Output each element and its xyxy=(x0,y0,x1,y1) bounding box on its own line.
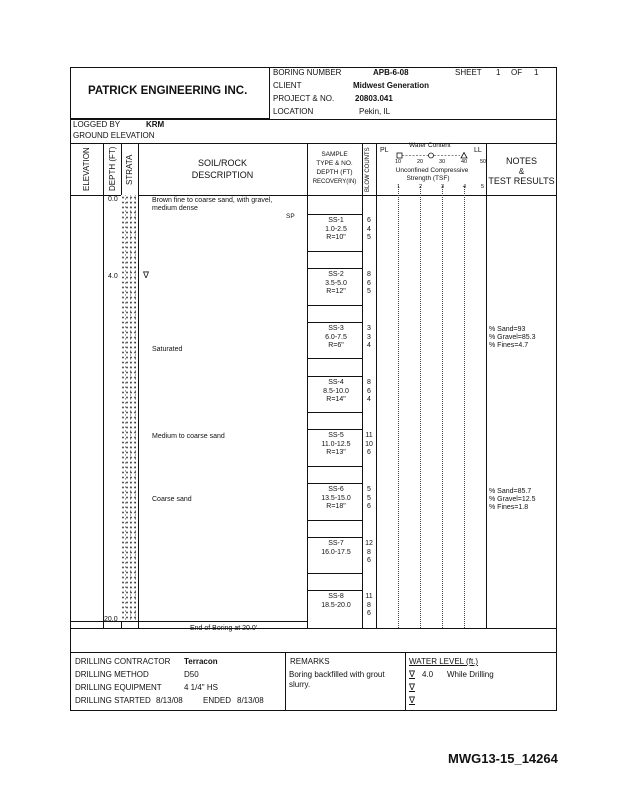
depth-water: 4.0 xyxy=(108,273,118,280)
ended-value: 8/13/08 xyxy=(237,696,264,705)
logged-by-label: LOGGED BY xyxy=(73,120,121,129)
blows-ss8: 11 8 6 xyxy=(365,593,373,617)
description-3: Medium to coarse sand xyxy=(152,433,225,440)
sample-divider xyxy=(307,483,362,484)
column-header-top xyxy=(70,143,557,144)
water-level-icon: ∇ xyxy=(409,682,416,692)
body-bottom xyxy=(70,628,557,629)
document-id: MWG13-15_14264 xyxy=(448,751,558,766)
water-level-value: 4.0 xyxy=(422,670,434,679)
col-line-desc xyxy=(307,143,308,628)
blows-ss2: 8 6 5 xyxy=(367,271,371,295)
chart-grid-1 xyxy=(398,186,399,628)
sample-divider xyxy=(307,520,362,521)
sample-divider xyxy=(307,590,362,591)
col-blow-counts: BLOW COUNTS xyxy=(365,147,371,192)
col-test-results: TEST RESULTS xyxy=(488,176,555,186)
soil-symbol: SP xyxy=(286,213,295,220)
ucs-tick-2: 2 xyxy=(419,184,423,190)
started-value: 8/13/08 xyxy=(156,696,183,705)
footer-divider-2 xyxy=(405,652,406,711)
ground-elevation-label: GROUND ELEVATION xyxy=(73,131,155,140)
water-level-icon: ∇ xyxy=(409,669,416,679)
col-ucs-2: Strength (TSF) xyxy=(406,175,450,182)
sheet-current: 1 xyxy=(496,68,501,77)
col-amp: & xyxy=(518,167,525,176)
sheet-total: 1 xyxy=(534,68,539,77)
sample-ss3: SS-3 6.0-7.5 R=6" xyxy=(325,325,347,349)
col-sample-2: TYPE & NO. xyxy=(316,160,353,167)
water-level-label: WATER LEVEL (ft.) xyxy=(409,657,479,666)
method-value: D50 xyxy=(184,670,199,679)
boring-number: APB-6-08 xyxy=(373,68,409,77)
sample-ss4: SS-4 8.5-10.0 R=14" xyxy=(323,379,349,403)
ucs-tick-4: 4 xyxy=(463,184,467,190)
client-label: CLIENT xyxy=(273,81,302,90)
remarks-line2: slurry. xyxy=(289,680,311,689)
end-of-boring: End of Boring at 20.0' xyxy=(190,625,258,632)
col-notes: NOTES xyxy=(505,156,537,166)
note-ss3: % Sand=93 % Gravel=85.3 % Fines=4.7 xyxy=(489,326,536,349)
depth-bottom: 20.0 xyxy=(104,616,118,623)
water-table-icon: ∇ xyxy=(143,270,150,280)
col-elevation: ELEVATION xyxy=(82,147,91,191)
note-ss6: % Sand=85.7 % Gravel=12.5 % Fines=1.8 xyxy=(489,488,536,511)
chart-grid-2 xyxy=(420,186,421,628)
wc-tick-40: 40 xyxy=(461,159,468,165)
wc-tick-30: 30 xyxy=(439,159,446,165)
col-line-chart xyxy=(486,143,487,628)
sample-ss6: SS-6 13.5-15.0 R=18" xyxy=(321,486,351,510)
column-header-bottom xyxy=(70,195,557,196)
col-sample-4: RECOVERY(IN) xyxy=(312,179,357,185)
project-number: 20803.041 xyxy=(355,94,393,103)
blows-ss3: 3 3 4 xyxy=(367,325,371,349)
company-name: PATRICK ENGINEERING INC. xyxy=(88,85,248,97)
col-pl: PL xyxy=(380,147,389,154)
blows-ss6: 5 5 6 xyxy=(367,486,371,510)
equipment-label: DRILLING EQUIPMENT xyxy=(75,683,162,692)
col-depth: DEPTH (FT) xyxy=(108,146,117,191)
sample-divider xyxy=(307,251,362,252)
blows-ss1: 6 4 5 xyxy=(367,217,371,241)
logged-by-value: KRM xyxy=(146,120,165,129)
col-ucs-1: Unconfined Compressive xyxy=(395,167,469,174)
blows-ss7: 12 8 6 xyxy=(365,540,373,564)
col-line-sample xyxy=(362,143,363,628)
ended-label: ENDED xyxy=(203,696,232,705)
col-sample-1: SAMPLE xyxy=(321,151,348,158)
footer-top xyxy=(70,652,557,653)
sample-divider xyxy=(307,466,362,467)
sample-divider xyxy=(307,412,362,413)
col-line-blows xyxy=(376,143,377,628)
strata-column xyxy=(121,195,138,621)
chart-grid-3 xyxy=(442,186,443,628)
wc-tick-20: 20 xyxy=(417,159,424,165)
contractor-label: DRILLING CONTRACTOR xyxy=(75,657,171,666)
sample-ss5: SS-5 11.0-12.5 R=13" xyxy=(321,432,351,456)
sample-divider xyxy=(307,429,362,430)
remarks-line1: Boring backfilled with grout xyxy=(289,670,385,679)
chart-grid-4 xyxy=(464,186,465,628)
col-sample-3: DEPTH (FT) xyxy=(316,169,353,176)
contractor-value: Terracon xyxy=(184,657,218,666)
location-label: LOCATION xyxy=(273,107,314,116)
sheet-of: OF xyxy=(511,68,523,77)
sample-ss2: SS-2 3.5-5.0 R=12" xyxy=(325,271,347,295)
ucs-tick-1: 1 xyxy=(397,184,401,190)
sheet-label: SHEET xyxy=(455,68,482,77)
remarks-label: REMARKS xyxy=(290,657,330,666)
client-value: Midwest Generation xyxy=(353,81,430,90)
ucs-tick-3: 3 xyxy=(441,184,445,190)
equipment-value: 4 1/4" HS xyxy=(184,683,218,692)
depth-top: 0.0 xyxy=(108,196,118,203)
water-content-legend xyxy=(390,150,486,164)
header-divider xyxy=(70,119,557,120)
col-soil-rock: SOIL/ROCK xyxy=(197,158,247,168)
sample-ss1: SS-1 1.0-2.5 R=10" xyxy=(325,217,347,241)
col-ll: LL xyxy=(474,147,482,154)
sample-divider xyxy=(307,573,362,574)
blows-ss4: 8 6 4 xyxy=(367,379,371,403)
col-strata: STRATA xyxy=(125,154,134,185)
boring-number-label: BORING NUMBER xyxy=(273,68,342,77)
description-1-line1: Brown fine to coarse sand, with gravel, xyxy=(152,197,273,204)
sample-divider xyxy=(307,376,362,377)
sample-divider xyxy=(307,537,362,538)
description-4: Coarse sand xyxy=(152,496,192,503)
wc-tick-50: 50 xyxy=(480,159,487,165)
end-of-boring-line xyxy=(70,621,307,622)
sample-divider xyxy=(307,305,362,306)
sample-ss8: SS-8 18.5-20.0 xyxy=(321,593,351,609)
ucs-tick-5: 5 xyxy=(481,184,485,190)
col-line-strata xyxy=(138,143,139,628)
col-description: DESCRIPTION xyxy=(191,170,254,180)
col-line-elev xyxy=(103,143,104,628)
wc-tick-10: 10 xyxy=(395,159,402,165)
water-level-icon: ∇ xyxy=(409,695,416,705)
method-label: DRILLING METHOD xyxy=(75,670,149,679)
sample-divider xyxy=(307,322,362,323)
sample-ss7: SS-7 16.0-17.5 xyxy=(321,540,351,556)
location-value: Pekin, IL xyxy=(359,107,391,116)
water-level-text: While Drilling xyxy=(447,670,494,679)
sample-divider xyxy=(307,214,362,215)
blows-ss5: 11 10 6 xyxy=(365,432,373,456)
description-2: Saturated xyxy=(152,346,183,353)
description-1-line2: medium dense xyxy=(152,205,198,212)
sample-divider xyxy=(307,358,362,359)
footer-divider-1 xyxy=(285,652,286,711)
project-label: PROJECT & NO. xyxy=(273,94,335,103)
started-label: DRILLING STARTED xyxy=(75,696,151,705)
sample-divider xyxy=(307,268,362,269)
col-water-content: Water Content xyxy=(409,142,451,149)
